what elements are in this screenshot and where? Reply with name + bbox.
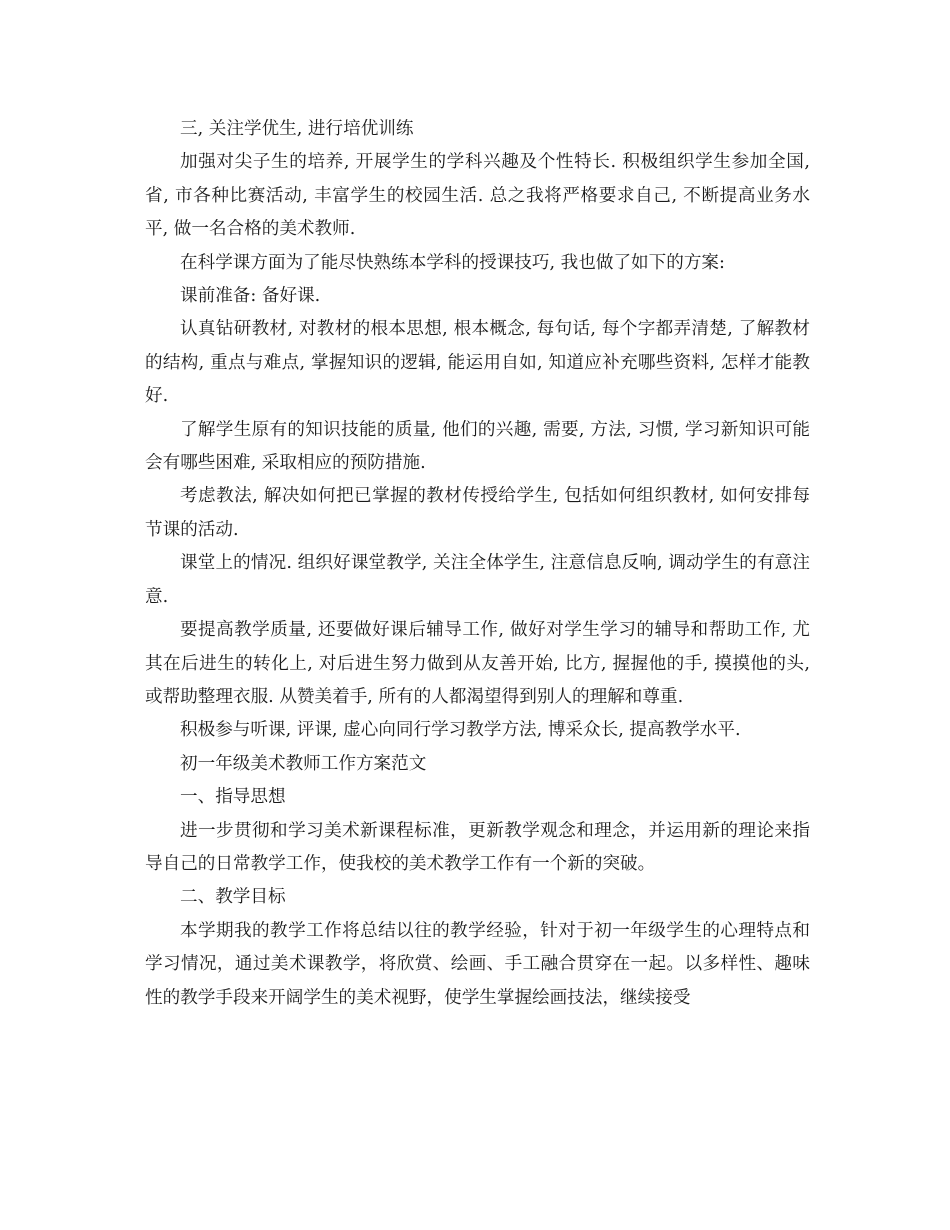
document-page — [145, 113, 810, 1015]
paragraph: 课堂上的情况. 组织好课堂教学, 关注全体学生, 注意信息反响, 调动学生的有意注意. — [145, 553, 810, 607]
section-heading-3: 三, 关注学优生, 进行培优训练 — [180, 119, 414, 139]
paragraph: 加强对尖子生的培养, 开展学生的学科兴趣及个性特长. 积极组织学生参加全国, 省, 市各种比赛活动, 丰富学生的校园生活. 总之我将严格要求自己, 不断提高业务水平, 做一名合格的美术教师. — [145, 152, 810, 240]
section-heading-2: 二、教学目标 — [180, 887, 286, 908]
paragraph: 进一步贯彻和学习美术新课程标准，更新教学观念和理念，并运用新的理论来指导自己的日常教学工作，使我校的美术教学工作有一个新的突破。 — [145, 820, 810, 874]
paragraph: 认真钻研教材, 对教材的根本思想, 根本概念, 每句话, 每个字都弄清楚, 了解教材的结构, 重点与难点, 掌握知识的逻辑, 能运用自如, 知道应补充哪些资料, 怎样才能教好. — [145, 319, 810, 407]
section-heading-1: 一、指导思想 — [180, 787, 286, 808]
paragraph: 要提高教学质量, 还要做好课后辅导工作, 做好对学生学习的辅导和帮助工作, 尤其在后进生的转化上, 对后进生努力做到从友善开始, 比方, 握握他的手, 摸摸他的头, 或帮助整理衣服. 从赞美着手, 所有的人都渴望得到别人的理解和尊重. — [145, 620, 810, 707]
paragraph: 在科学课方面为了能尽快熟练本学科的授课技巧, 我也做了如下的方案: — [180, 252, 725, 273]
paragraph: 积极参与听课, 评课, 虚心向同行学习教学方法, 博采众长, 提高教学水平. — [180, 720, 741, 741]
paragraph: 课前准备: 备好课. — [180, 286, 321, 307]
document-title: 初一年级美术教师工作方案范文 — [180, 753, 427, 774]
paragraph: 考虑教法, 解决如何把已掌握的教材传授给学生, 包括如何组织教材, 如何安排每节课的活动. — [145, 486, 810, 540]
paragraph: 本学期我的教学工作将总结以往的教学经验，针对于初一年级学生的心理特点和学习情况，通过美术课教学，将欣赏、绘画、手工融合贯穿在一起。以多样性、趣味性的教学手段来开阔学生的美术视野，使学生掌握绘画技法，继续接受 — [145, 920, 810, 1008]
paragraph: 了解学生原有的知识技能的质量, 他们的兴趣, 需要, 方法, 习惯, 学习新知识可能会有哪些困难, 采取相应的预防措施. — [145, 419, 810, 474]
